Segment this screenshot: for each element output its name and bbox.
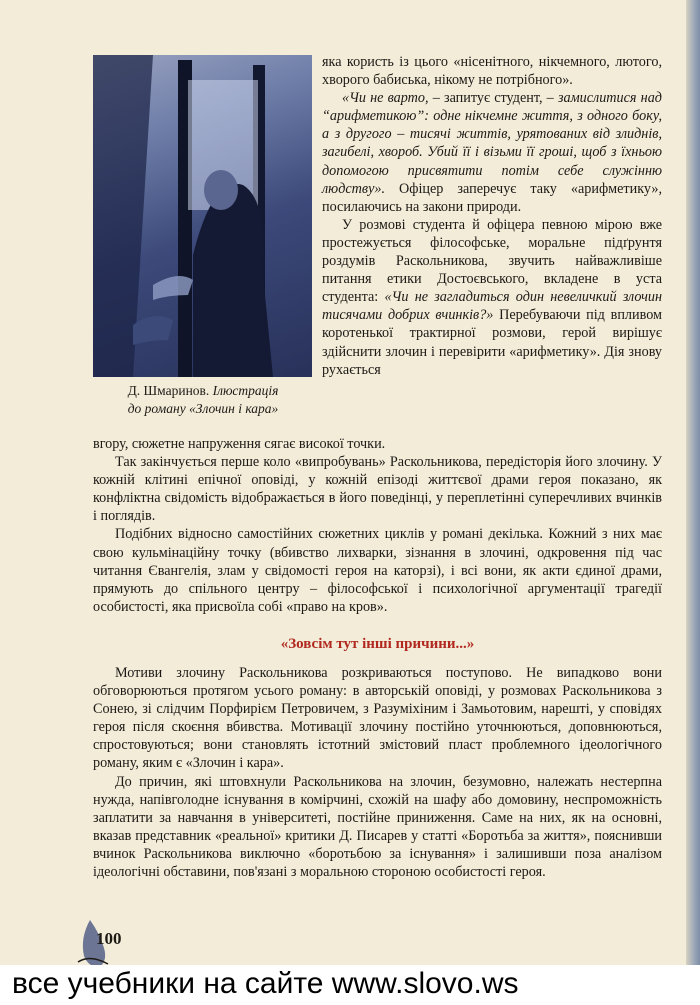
paragraph bbox=[322, 216, 662, 379]
caption-title-1: Ілюстрація bbox=[212, 383, 279, 398]
page-number: 100 bbox=[96, 929, 122, 948]
footer-text: все учебники на сайте www.slovo.ws bbox=[12, 967, 519, 1000]
section-heading: «Зовсім тут інші причини...» bbox=[280, 636, 475, 652]
section-text-block bbox=[93, 664, 662, 881]
text-span: Перебуваючи під впливом коротенької трактирної розмови, герой вирішує здійснити злочин і перевірити «арифметику». Дія знову рухається bbox=[322, 307, 662, 378]
paragraph: вгору, сюжетне напруження сягає високої точки. bbox=[93, 436, 386, 452]
footer-banner bbox=[0, 965, 700, 1005]
paragraph: Так закінчується перше коло «випробувань» Раскольникова, передісторія його злочину. У кожній клітині епічної оповіді, у кожній епізоді життєвої драми героя показано, як конфліктна свідомість відображається в його поведінці, у переплетінні суперечливих вчинків і поглядів. bbox=[93, 454, 662, 525]
caption-author: Д. Шмаринов. bbox=[127, 383, 210, 398]
illustration-image bbox=[93, 55, 312, 377]
paragraph bbox=[322, 89, 662, 216]
text-span: Офіцер заперечує таку «арифметику», посилаючись на закони природи. bbox=[322, 180, 662, 215]
text-span: У розмові студента й офіцера певною мірою вже простежується філософське, моральне підґрунтя роздумів Раскольникова, звучить найважливіше питання етики Достоєвського, вкладене в уста студента: bbox=[322, 216, 662, 306]
text-span: – запитує студент, – bbox=[428, 90, 558, 107]
right-column-text bbox=[322, 53, 662, 379]
illustration-caption bbox=[96, 382, 310, 418]
paragraph: До причин, які штовхнули Раскольникова на злочин, безумовно, належать нестерпна нужда, напівголодне існування в комірчині, схожій на шафу або домовину, неспроможність заплатити за навчання в університеті, постійне приниження. Саме на них, як на основні, вказав представник «реальної» критики Д. Писарев у статті «Боротьба за життя», пояснивши вчинок Раскольникова виключно «боротьбою за існування» і залишивши поза аналізом ідеологічні обставини, пов'язані з моральною стороною особистості героя. bbox=[93, 773, 662, 881]
paragraph: Подібних відносно самостійних сюжетних циклів у романі декілька. Кожний з них має свою кульмінаційну точку (вбивство лихварки, зізнання в злочині, одкровення під час читання Євангелія, злам у свідомості героя на каторзі), і всі вони, як акти єдиної драми, прямують до спільного центру – філософської і психологічної аргументації трагедії особистості, яка присвоїла собі «право на кров». bbox=[93, 526, 662, 615]
caption-title-2: до роману «Злочин і кара» bbox=[127, 401, 279, 416]
paragraph: яка користь із цього «нісенітного, нікчемного, лютого, хворого бабиська, нікому не потрібного». bbox=[322, 54, 662, 89]
quote-italic: «Чи не варто, bbox=[342, 90, 429, 107]
main-text-block bbox=[93, 435, 662, 616]
quote-italic: «Чи не загладиться один невеличкий злочин тисячами добрих вчинків?» bbox=[322, 289, 662, 324]
paragraph: Мотиви злочину Раскольникова розкриваються поступово. Не випадково вони обговорюються протягом усього роману: в авторській оповіді, у розмовах Раскольникова з Сонею, зі слідчим Порфирієм Петровичем, з Разуміхіним і Замьотовим, нарешті, у сповідях героя після скоєння вбивства. Мотивації злочину постійно уточнюються, доповнюються, спростовуються; вони становлять істотний змістовий пласт проблемного ідеологічного роману, яким є «Злочин і кара». bbox=[93, 665, 662, 772]
quote-italic: замислитися над “арифметикою”: одне нікчемне життя, з одного боку, а з другого – тисячі життів, урятованих від злиднів, загибелі, хвороб. Убий її і візьми її гроші, щоб з їхньою допомогою присвятити потім себе служінню людству». bbox=[322, 90, 662, 197]
page-edge bbox=[686, 0, 700, 1005]
